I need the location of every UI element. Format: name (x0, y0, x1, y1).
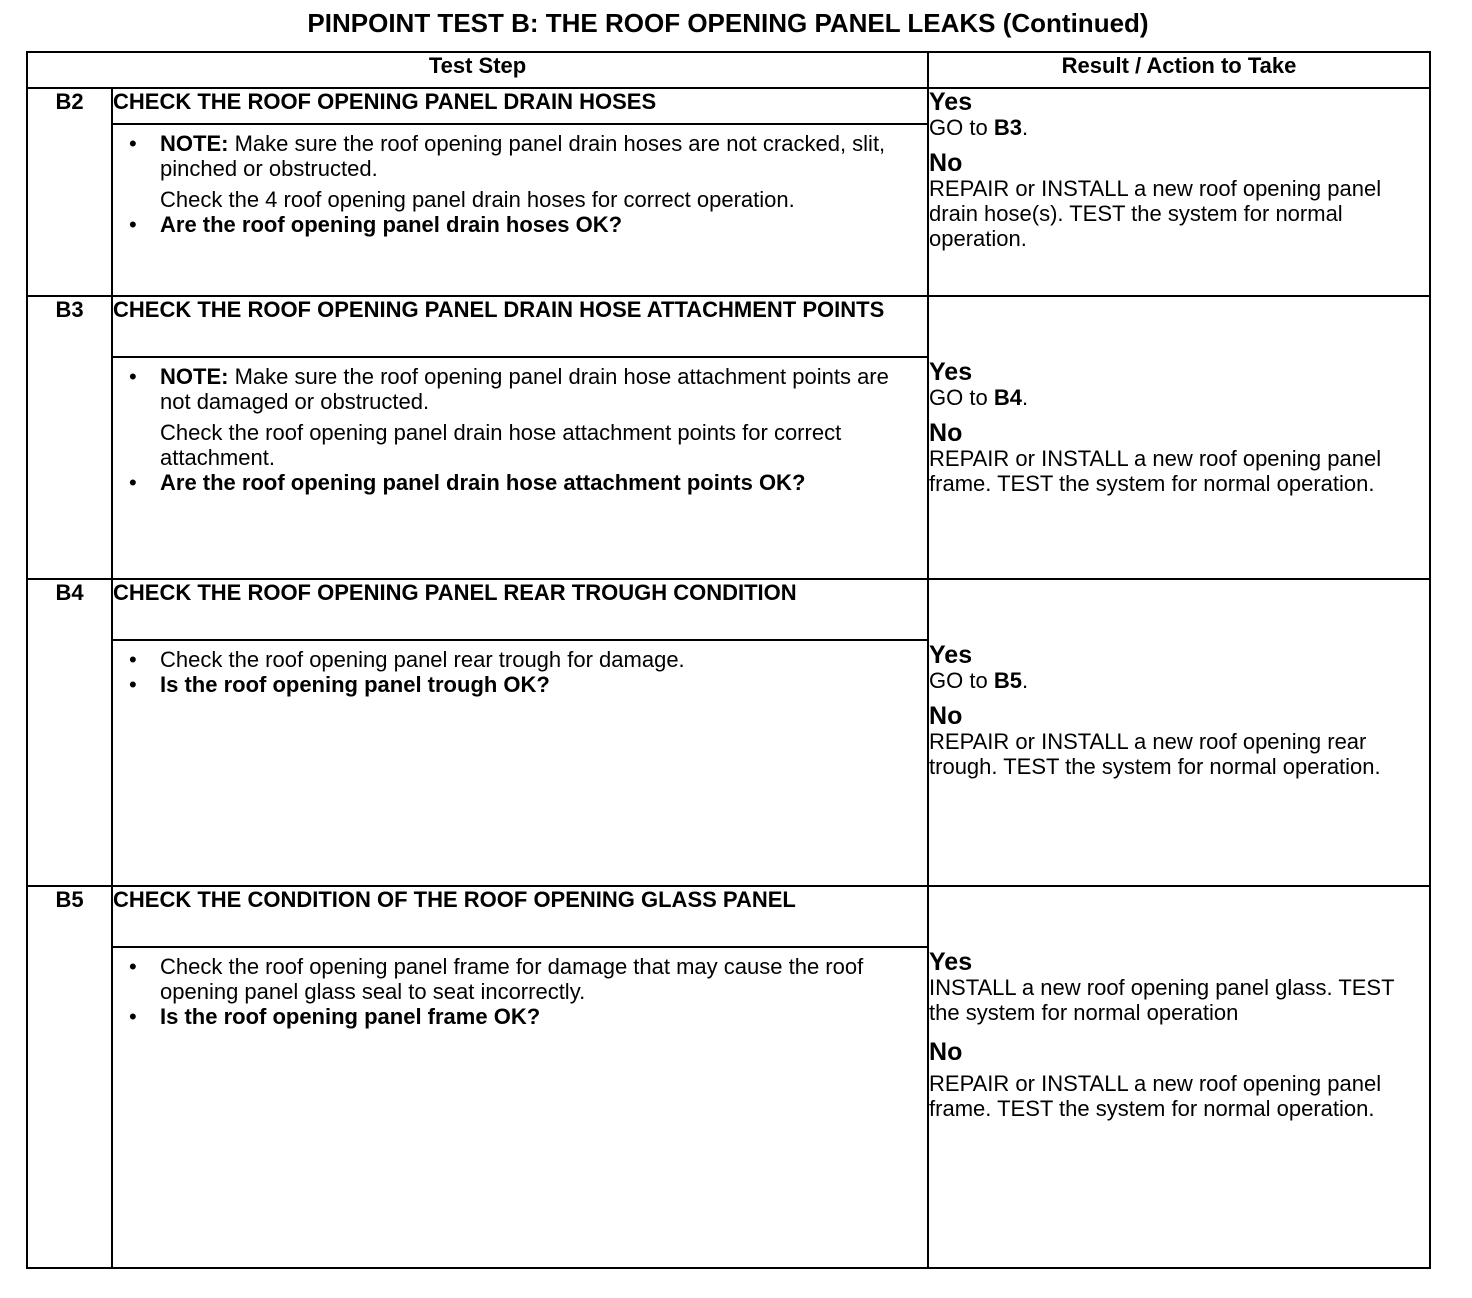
step-body (112, 357, 928, 579)
step-title-row (27, 579, 1430, 640)
no-label: No (929, 702, 963, 730)
page-title: PINPOINT TEST B: THE ROOF OPENING PANEL LEAKS (Continued) (307, 8, 1149, 38)
no-action: REPAIR or INSTALL a new roof opening rear trough. TEST the system for normal operation. (929, 729, 1381, 779)
step-id: B4 (27, 579, 112, 886)
step-title: CHECK THE ROOF OPENING PANEL DRAIN HOSE ATTACHMENT POINTS (112, 296, 928, 357)
step-title-row (27, 296, 1430, 357)
step-id: B5 (27, 886, 112, 1268)
yes-label: Yes (929, 948, 973, 976)
no-label: No (929, 419, 963, 447)
step-body (112, 640, 928, 886)
no-action: REPAIR or INSTALL a new roof opening panel frame. TEST the system for normal operation. (929, 1071, 1382, 1121)
step-body (112, 124, 928, 296)
step-title-row (27, 886, 1430, 947)
yes-action: GO to B5. (929, 668, 1029, 693)
step-id: B2 (27, 88, 112, 296)
question: • Is the roof opening panel trough OK? (129, 672, 550, 697)
list-item: • NOTE: Make sure the roof opening panel drain hose attachment points are not damaged or obstructed. (129, 364, 889, 414)
step-title-row (27, 88, 1430, 124)
yes-label: Yes (929, 88, 973, 116)
yes-action: GO to B4. (929, 385, 1029, 410)
result-cell (928, 88, 1430, 296)
result-cell (928, 296, 1430, 579)
yes-action: INSTALL a new roof opening panel glass. TEST the system for normal operation (929, 975, 1395, 1025)
step-title: CHECK THE ROOF OPENING PANEL DRAIN HOSES (112, 88, 928, 124)
yes-action: GO to B3. (929, 115, 1029, 140)
list-item: • Check the roof opening panel rear trough for damage. (129, 647, 685, 672)
pinpoint-table (26, 51, 1431, 1269)
test-step-header: Test Step (27, 52, 928, 88)
no-action: REPAIR or INSTALL a new roof opening panel frame. TEST the system for normal operation. (929, 446, 1382, 496)
result-cell (928, 579, 1430, 886)
step-title: CHECK THE ROOF OPENING PANEL REAR TROUGH CONDITION (112, 579, 928, 640)
yes-label: Yes (929, 358, 973, 386)
table-header-row (27, 52, 1430, 88)
step-id: B3 (27, 296, 112, 579)
question: • Are the roof opening panel drain hoses OK? (129, 212, 623, 237)
result-header: Result / Action to Take (928, 52, 1430, 88)
list-item: • NOTE: Make sure the roof opening panel drain hoses are not cracked, slit, pinched or obstructed. (129, 131, 886, 181)
no-label: No (929, 149, 963, 177)
no-action: REPAIR or INSTALL a new roof opening panel drain hose(s). TEST the system for normal operation. (929, 176, 1382, 251)
check-instruction: Check the 4 roof opening panel drain hoses for correct operation. (160, 187, 795, 212)
result-cell (928, 886, 1430, 1268)
step-title: CHECK THE CONDITION OF THE ROOF OPENING GLASS PANEL (112, 886, 928, 947)
question: • Are the roof opening panel drain hose attachment points OK? (129, 470, 806, 495)
step-body (112, 947, 928, 1268)
yes-label: Yes (929, 641, 973, 669)
list-item: • Check the roof opening panel frame for damage that may cause the roof opening panel glass seal to seat incorrectly. (129, 954, 864, 1004)
question: • Is the roof opening panel frame OK? (129, 1004, 541, 1029)
check-instruction: Check the roof opening panel drain hose attachment points for correct attachment. (160, 420, 842, 470)
no-label: No (929, 1038, 963, 1066)
